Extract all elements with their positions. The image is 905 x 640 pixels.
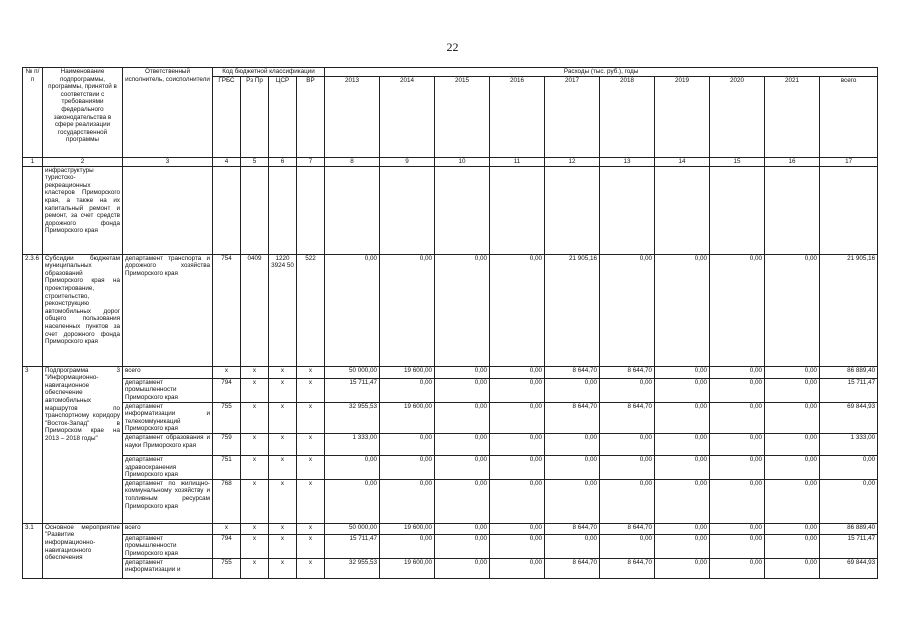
expense-value [655, 166, 710, 254]
row-name: Основное мероприятие "Развитие информационно-навигационного обеспечения [43, 523, 123, 578]
table-header [23, 68, 878, 167]
code-grbs: 755 [213, 402, 241, 433]
expense-value [600, 166, 655, 254]
expense-value: 0,00 [600, 534, 655, 558]
header-year: 2016 [490, 77, 545, 158]
table-row [23, 402, 878, 433]
table-row [23, 378, 878, 402]
row-number: 3.1 [23, 523, 43, 578]
table-row [23, 558, 878, 578]
code-vr: x [297, 479, 325, 523]
expense-value: 0,00 [435, 402, 490, 433]
expense-value: 0,00 [490, 366, 545, 378]
code-csr: x [269, 479, 297, 523]
expense-value: 0,00 [655, 455, 710, 479]
code-vr [297, 166, 325, 254]
column-index: 9 [380, 158, 435, 167]
expense-value: 0,00 [765, 455, 820, 479]
expense-value: 0,00 [435, 534, 490, 558]
code-grbs: 794 [213, 378, 241, 402]
code-rzpr: x [241, 523, 269, 534]
expense-value: 0,00 [655, 479, 710, 523]
expense-value: 21 905,16 [820, 254, 878, 366]
responsible-executor: департамент транспорта и дорожного хозяйства Приморского края [123, 254, 213, 366]
code-vr: x [297, 402, 325, 433]
responsible-executor: всего [123, 523, 213, 534]
responsible-executor: всего [123, 366, 213, 378]
expense-value: 1 333,00 [325, 433, 380, 455]
expense-value: 0,00 [545, 455, 600, 479]
table-row [23, 523, 878, 534]
expense-value: 0,00 [710, 378, 765, 402]
expense-value: 0,00 [600, 378, 655, 402]
expense-value: 0,00 [490, 558, 545, 578]
expense-value: 0,00 [490, 523, 545, 534]
header-vr: ВР [297, 77, 325, 158]
expense-value: 0,00 [655, 254, 710, 366]
code-csr: x [269, 378, 297, 402]
code-rzpr [241, 166, 269, 254]
column-index: 16 [765, 158, 820, 167]
expense-value: 50 000,00 [325, 523, 380, 534]
expense-value: 0,00 [655, 366, 710, 378]
code-grbs: 751 [213, 455, 241, 479]
header-year: 2015 [435, 77, 490, 158]
code-grbs: 754 [213, 254, 241, 366]
code-csr: x [269, 455, 297, 479]
expense-value: 0,00 [710, 433, 765, 455]
expense-value: 8 644,70 [545, 523, 600, 534]
expense-value: 0,00 [545, 433, 600, 455]
expense-value: 32 955,53 [325, 558, 380, 578]
expense-value: 0,00 [765, 366, 820, 378]
expense-value: 19 600,00 [380, 523, 435, 534]
code-csr [269, 166, 297, 254]
expense-value: 0,00 [380, 534, 435, 558]
expense-value: 0,00 [490, 378, 545, 402]
code-rzpr: x [241, 433, 269, 455]
column-index: 10 [435, 158, 490, 167]
expense-value [325, 166, 380, 254]
header-year: 2019 [655, 77, 710, 158]
code-vr: x [297, 366, 325, 378]
expense-value [545, 166, 600, 254]
header-year: 2013 [325, 77, 380, 158]
expense-value: 0,00 [435, 455, 490, 479]
code-rzpr: x [241, 534, 269, 558]
expense-value: 15 711,47 [820, 378, 878, 402]
expense-value: 0,00 [325, 455, 380, 479]
expense-value: 0,00 [490, 479, 545, 523]
code-grbs: 755 [213, 558, 241, 578]
code-grbs: 768 [213, 479, 241, 523]
expense-value [820, 166, 878, 254]
row-name: инфраструктуры туристско-рекреационных кластеров Приморского края, а также на их капитальный ремонт и ремонт, за счет средств дорожного фонда Приморского края [43, 166, 123, 254]
expense-value: 0,00 [490, 402, 545, 433]
expense-value: 0,00 [435, 254, 490, 366]
header-year: 2014 [380, 77, 435, 158]
code-csr: x [269, 433, 297, 455]
column-index: 15 [710, 158, 765, 167]
code-vr: x [297, 378, 325, 402]
code-csr: x [269, 523, 297, 534]
table-body [23, 166, 878, 578]
expense-value: 0,00 [600, 254, 655, 366]
code-rzpr: x [241, 378, 269, 402]
expense-value: 15 711,47 [325, 378, 380, 402]
code-csr: x [269, 558, 297, 578]
expense-value: 0,00 [765, 402, 820, 433]
expense-value: 0,00 [600, 479, 655, 523]
expense-value: 69 844,93 [820, 558, 878, 578]
code-grbs: x [213, 523, 241, 534]
expense-value: 19 600,00 [380, 366, 435, 378]
header-num: № п/п [23, 68, 43, 158]
responsible-executor: департамент промышленности Приморского края [123, 378, 213, 402]
header-expenses: Расходы (тыс. руб.), годы [325, 68, 878, 77]
expense-value [765, 166, 820, 254]
expense-value: 0,00 [765, 558, 820, 578]
expense-value: 0,00 [545, 378, 600, 402]
column-index: 11 [490, 158, 545, 167]
expense-value: 15 711,47 [325, 534, 380, 558]
column-index: 17 [820, 158, 878, 167]
row-name: Субсидии бюджетам муниципальных образований Приморского края на проектирование, строительство, реконструкцию автомобильных дорог общего пользования населенных пунктов за счет дорожного фонда Приморского края [43, 254, 123, 366]
responsible-executor: департамент по жилищно-коммунальному хозяйству и топливным ресурсам Приморского края [123, 479, 213, 523]
expense-value: 19 600,00 [380, 558, 435, 578]
expense-value: 0,00 [710, 455, 765, 479]
expense-value [490, 166, 545, 254]
responsible-executor: департамент информатизации и [123, 558, 213, 578]
column-index: 1 [23, 158, 43, 167]
column-index-row [23, 158, 878, 167]
code-vr: x [297, 523, 325, 534]
expense-value: 21 905,16 [545, 254, 600, 366]
expense-value: 0,00 [710, 523, 765, 534]
code-csr: x [269, 402, 297, 433]
expense-value: 32 955,53 [325, 402, 380, 433]
expense-value: 8 644,70 [600, 558, 655, 578]
expense-value: 1 333,00 [820, 433, 878, 455]
code-rzpr: x [241, 366, 269, 378]
header-responsible: Ответственный исполнитель, соисполнители [123, 68, 213, 158]
expense-value: 0,00 [655, 378, 710, 402]
column-index: 4 [213, 158, 241, 167]
row-number: 2.3.6 [23, 254, 43, 366]
table-row [23, 166, 878, 254]
expense-value: 0,00 [435, 479, 490, 523]
expense-value: 0,00 [710, 534, 765, 558]
code-rzpr: x [241, 402, 269, 433]
expense-value: 0,00 [435, 433, 490, 455]
expense-value: 0,00 [710, 402, 765, 433]
budget-table [22, 67, 878, 579]
header-year: 2017 [545, 77, 600, 158]
row-number: 3 [23, 366, 43, 523]
table-row [23, 366, 878, 378]
expense-value: 0,00 [710, 558, 765, 578]
column-index: 13 [600, 158, 655, 167]
column-index: 12 [545, 158, 600, 167]
expense-value: 0,00 [765, 378, 820, 402]
expense-value: 8 644,70 [600, 523, 655, 534]
header-rzpr: Рз Пр [241, 77, 269, 158]
code-grbs: x [213, 366, 241, 378]
expense-value: 0,00 [710, 366, 765, 378]
expense-value: 0,00 [435, 366, 490, 378]
expense-value: 0,00 [655, 402, 710, 433]
expense-value: 50 000,00 [325, 366, 380, 378]
expense-value: 0,00 [655, 433, 710, 455]
expense-value: 8 644,70 [600, 366, 655, 378]
expense-value: 0,00 [765, 523, 820, 534]
expense-value: 8 644,70 [545, 402, 600, 433]
responsible-executor: департамент образования и науки Приморского края [123, 433, 213, 455]
expense-value: 0,00 [325, 479, 380, 523]
expense-value: 0,00 [435, 558, 490, 578]
code-grbs [213, 166, 241, 254]
expense-value: 8 644,70 [545, 558, 600, 578]
column-index: 2 [43, 158, 123, 167]
page-number: 22 [446, 40, 459, 54]
header-name: Наименование подпрограммы, программы, принятой в соответствии с требованиями федерального законодательства в сфере реализации государственной программы [43, 68, 123, 158]
header-budget-code: Код бюджетной классификации [213, 68, 325, 77]
code-grbs: 794 [213, 534, 241, 558]
expense-value: 0,00 [380, 433, 435, 455]
header-year: 2018 [600, 77, 655, 158]
code-csr: x [269, 366, 297, 378]
code-rzpr: x [241, 479, 269, 523]
expense-value: 0,00 [765, 433, 820, 455]
expense-value: 8 644,70 [600, 402, 655, 433]
expense-value: 8 644,70 [545, 366, 600, 378]
code-csr: 1220 3924 50 [269, 254, 297, 366]
table-row [23, 534, 878, 558]
expense-value: 0,00 [820, 455, 878, 479]
expense-value: 0,00 [380, 455, 435, 479]
expense-value: 0,00 [545, 479, 600, 523]
expense-value: 0,00 [490, 534, 545, 558]
expense-value: 19 600,00 [380, 402, 435, 433]
expense-value: 0,00 [765, 479, 820, 523]
expense-value: 0,00 [490, 433, 545, 455]
code-vr: x [297, 433, 325, 455]
expense-value [435, 166, 490, 254]
expense-value: 0,00 [655, 523, 710, 534]
expense-value: 0,00 [600, 433, 655, 455]
expense-value: 0,00 [380, 378, 435, 402]
column-index: 5 [241, 158, 269, 167]
table-row [23, 455, 878, 479]
code-vr: x [297, 534, 325, 558]
expense-value: 0,00 [655, 534, 710, 558]
column-index: 8 [325, 158, 380, 167]
column-index: 6 [269, 158, 297, 167]
expense-value: 0,00 [435, 378, 490, 402]
expense-value: 0,00 [545, 534, 600, 558]
expense-value: 0,00 [820, 479, 878, 523]
expense-value: 0,00 [600, 455, 655, 479]
header-year: всего [820, 77, 878, 158]
expense-value: 0,00 [490, 254, 545, 366]
code-grbs: 759 [213, 433, 241, 455]
header-grbs: ГРБС [213, 77, 241, 158]
table-row [23, 433, 878, 455]
expense-value: 86 889,40 [820, 523, 878, 534]
code-csr: x [269, 534, 297, 558]
table-row [23, 479, 878, 523]
expense-value: 86 889,40 [820, 366, 878, 378]
row-name: Подпрограмма 3 "Информационно-навигационное обеспечение автомобильных маршрутов по транспортному коридору "Восток-Запад" в Приморском крае на 2013 – 2018 годы" [43, 366, 123, 523]
expense-value: 0,00 [765, 254, 820, 366]
code-rzpr: 0409 [241, 254, 269, 366]
expense-value: 0,00 [325, 254, 380, 366]
expense-value [380, 166, 435, 254]
code-rzpr: x [241, 455, 269, 479]
expense-value: 0,00 [435, 523, 490, 534]
column-index: 14 [655, 158, 710, 167]
code-vr: 522 [297, 254, 325, 366]
expense-value: 0,00 [380, 479, 435, 523]
expense-value: 0,00 [710, 254, 765, 366]
column-index: 7 [297, 158, 325, 167]
expense-value: 0,00 [765, 534, 820, 558]
expense-value: 0,00 [655, 558, 710, 578]
row-number [23, 166, 43, 254]
code-vr: x [297, 455, 325, 479]
responsible-executor [123, 166, 213, 254]
responsible-executor: департамент промышленности Приморского края [123, 534, 213, 558]
responsible-executor: департамент здравоохранения Приморского края [123, 455, 213, 479]
table-row [23, 254, 878, 366]
expense-value: 69 844,93 [820, 402, 878, 433]
expense-value [710, 166, 765, 254]
column-index: 3 [123, 158, 213, 167]
expense-value: 0,00 [710, 479, 765, 523]
header-year: 2020 [710, 77, 765, 158]
expense-value: 0,00 [380, 254, 435, 366]
header-csr: ЦСР [269, 77, 297, 158]
header-year: 2021 [765, 77, 820, 158]
expense-value: 0,00 [490, 455, 545, 479]
expense-value: 15 711,47 [820, 534, 878, 558]
code-vr: x [297, 558, 325, 578]
code-rzpr: x [241, 558, 269, 578]
responsible-executor: департамент информатизации и телекоммуникаций Приморского края [123, 402, 213, 433]
